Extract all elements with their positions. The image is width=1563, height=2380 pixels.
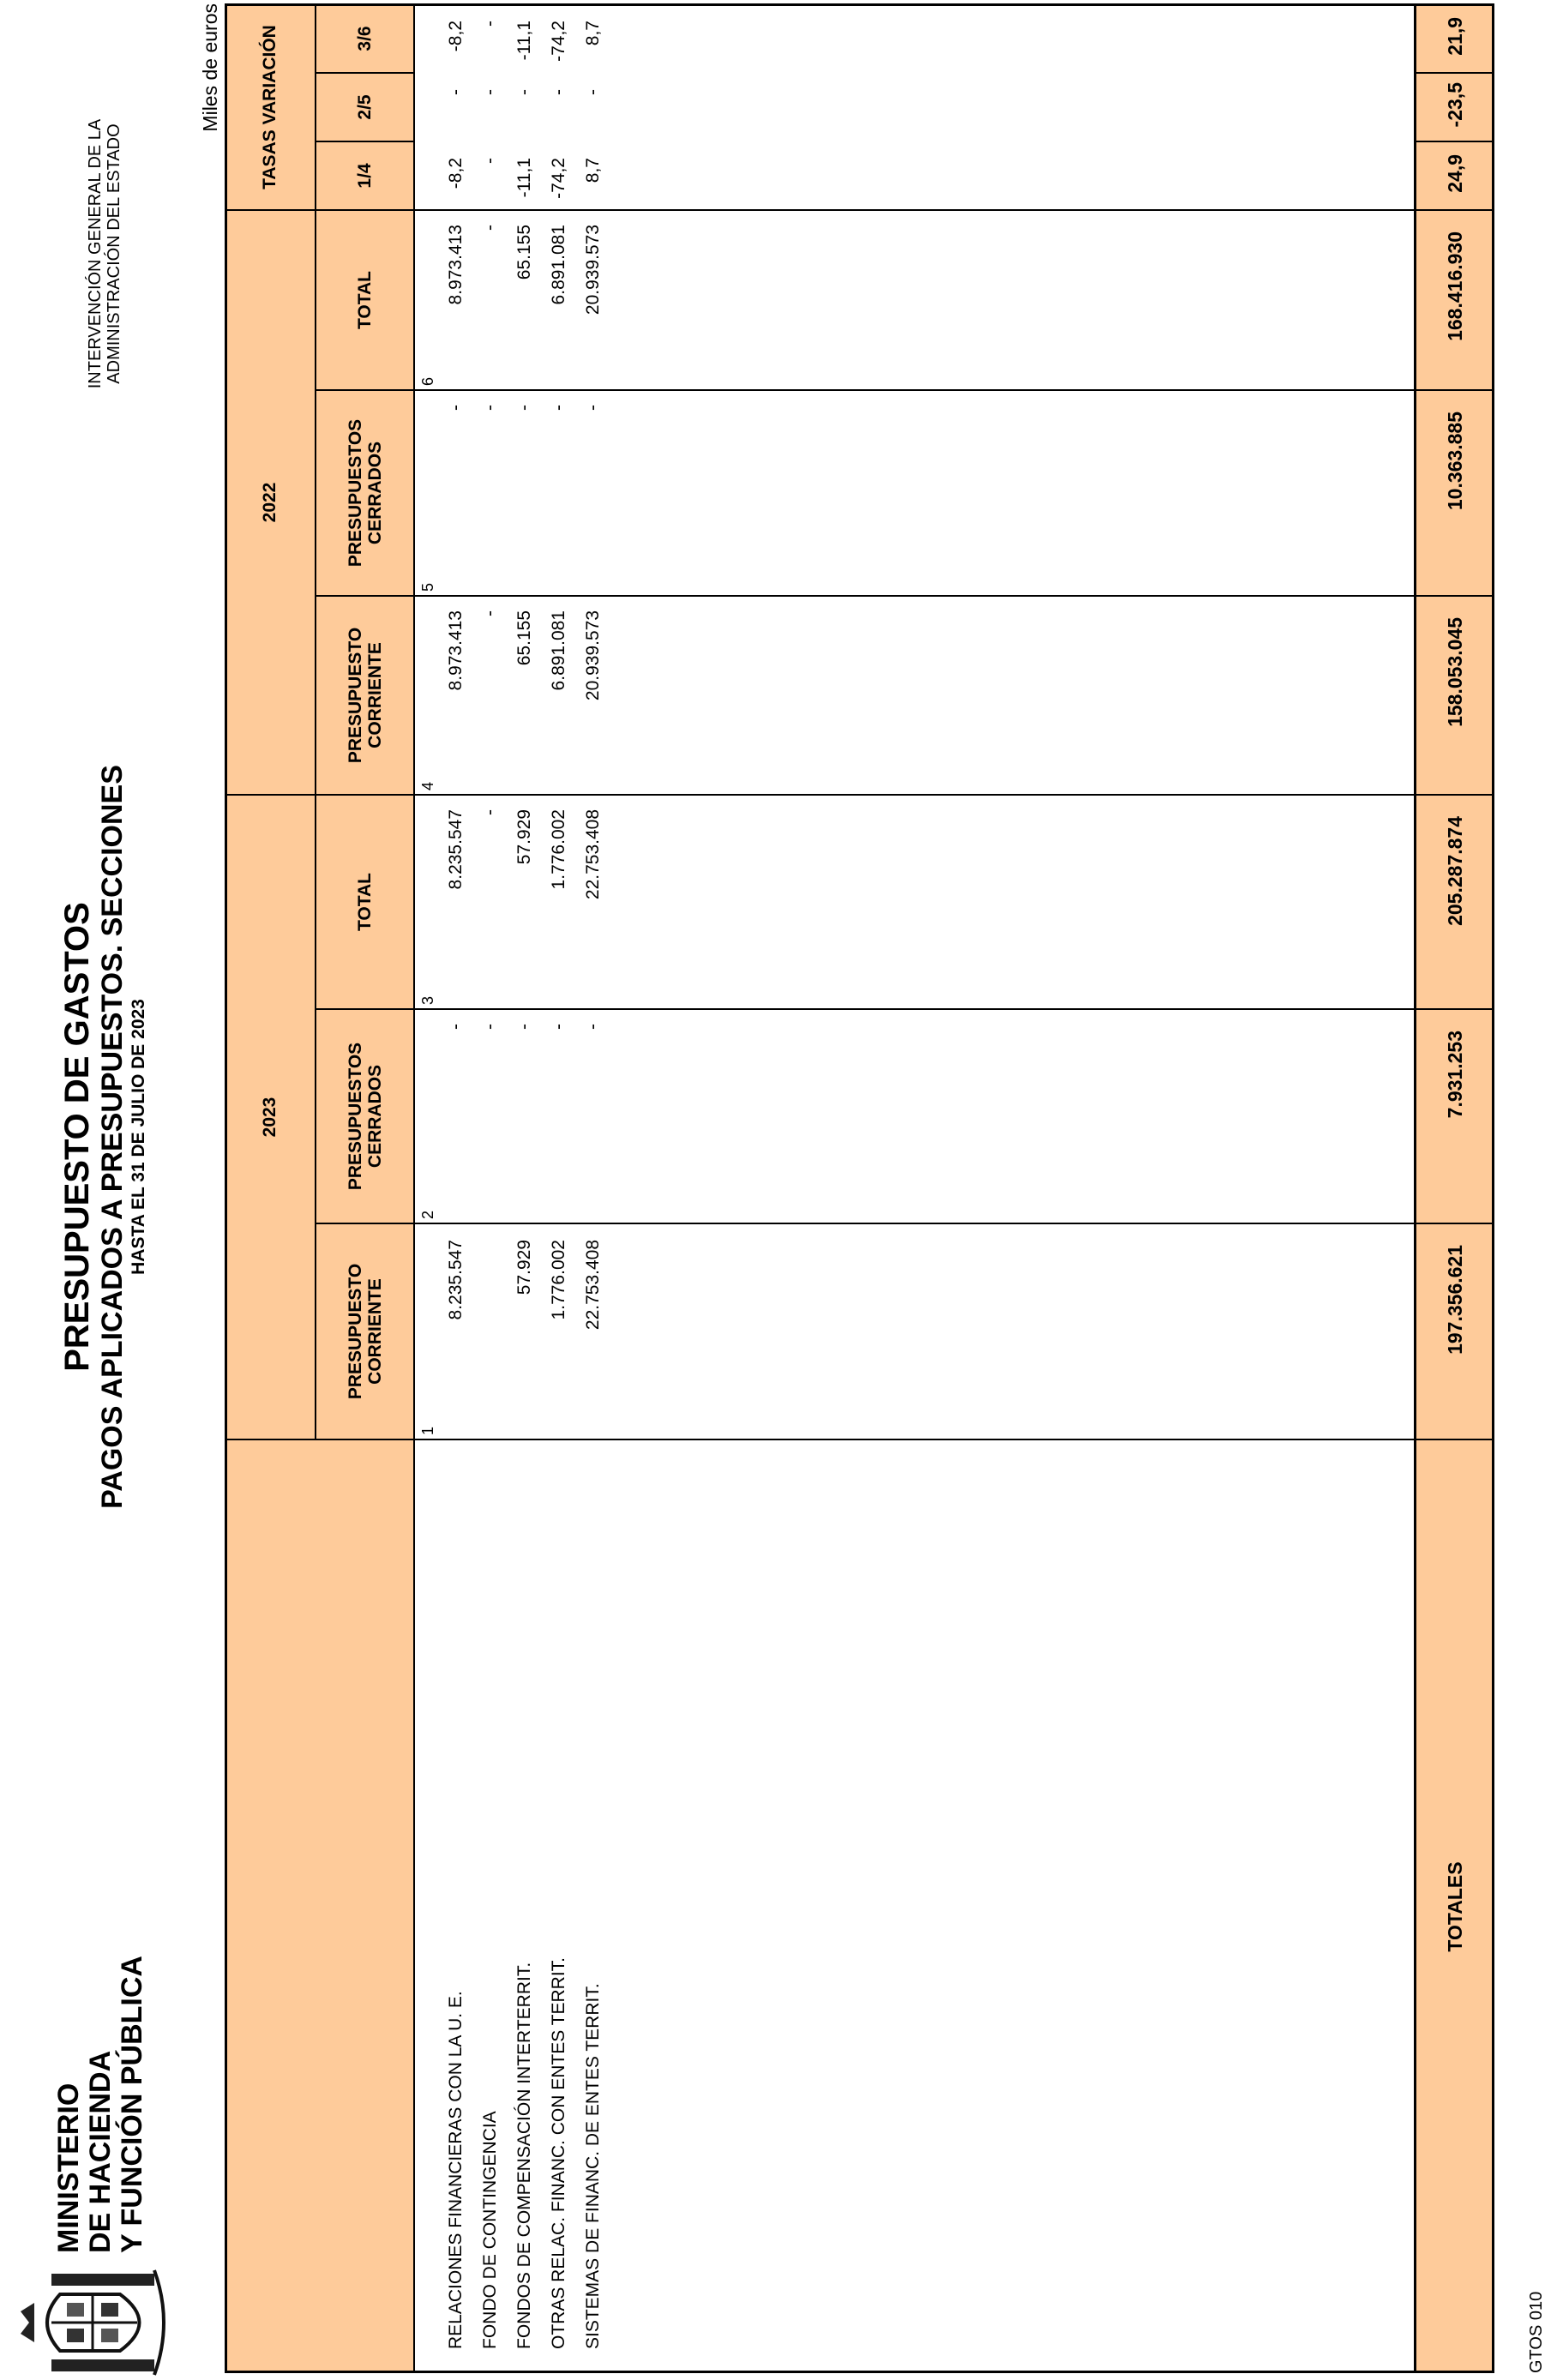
agency-line: ADMINISTRACIÓN DEL ESTADO — [105, 123, 123, 384]
total-value: 10.363.885 — [1414, 389, 1494, 595]
row-label: SISTEMAS DE FINANC. DE ENTES TERRIT. — [583, 1983, 603, 2349]
cell-value: - — [514, 89, 534, 95]
cell-value: - — [480, 809, 500, 815]
row-label: FONDOS DE COMPENSACIÓN INTERTERRIT. — [514, 1962, 534, 2349]
ministry-name — [53, 1956, 148, 2253]
column-number: 2 — [419, 1210, 436, 1219]
cell-value: - — [480, 610, 500, 616]
table-row — [508, 3, 542, 2373]
cell-value: - — [549, 405, 568, 411]
column-number: 4 — [419, 781, 436, 790]
column-number: 6 — [419, 376, 436, 386]
group-rates: TASAS VARIACIÓN — [225, 3, 316, 209]
cell-value: 8.973.413 — [446, 225, 466, 305]
total-value: 7.931.253 — [1414, 1008, 1494, 1223]
report-titles — [58, 665, 149, 1608]
coat-of-arms-logo — [17, 2269, 173, 2377]
cell-value: -11,1 — [514, 21, 534, 61]
total-value: 158.053.045 — [1414, 595, 1494, 794]
ministry-line: DE HACIENDA — [84, 2050, 117, 2253]
cell-value: - — [446, 405, 466, 411]
group-2023: 2023 — [225, 794, 316, 1439]
cell-value: -74,2 — [549, 158, 568, 199]
cell-value: 1.776.002 — [549, 809, 568, 890]
cell-value: 57.929 — [514, 809, 534, 865]
cell-value: - — [446, 89, 466, 95]
group-2022: 2022 — [225, 209, 316, 794]
cell-value: -11,1 — [514, 158, 534, 198]
cell-value: 65.155 — [514, 610, 534, 666]
data-table — [225, 3, 1494, 2373]
table-row — [576, 3, 610, 2373]
row-label: OTRAS RELAC. FINANC. CON ENTES TERRIT. — [549, 1956, 568, 2349]
cell-value: -74,2 — [549, 21, 568, 62]
row-label: RELACIONES FINANCIERAS CON LA U. E. — [446, 1991, 466, 2349]
cell-value: - — [514, 1024, 534, 1030]
ministry-line: Y FUNCIÓN PÚBLICA — [116, 1956, 148, 2253]
total-value: -23,5 — [1414, 72, 1494, 141]
cell-value: 22.753.408 — [583, 809, 603, 900]
cell-value: - — [480, 89, 500, 95]
cell-value: - — [514, 405, 534, 411]
cell-value: 57.929 — [514, 1240, 534, 1295]
cell-value: - — [446, 1024, 466, 1030]
agency-name — [86, 14, 123, 494]
totals-label: TOTALES — [1414, 1439, 1494, 2373]
cell-value: 20.939.573 — [583, 225, 603, 316]
form-code: GTOS 010 — [1527, 2291, 1546, 2373]
cell-value: - — [480, 225, 500, 231]
label-header-cell — [225, 1439, 415, 2373]
cell-value: - — [480, 158, 500, 164]
table-row — [542, 3, 576, 2373]
cell-value: - — [480, 21, 500, 27]
cell-value: - — [480, 1024, 500, 1030]
col-presupuestos-cerrados-2023: PRESUPUESTOS CERRADOS — [316, 1008, 415, 1223]
cell-value: 8.973.413 — [446, 610, 466, 691]
row-label: FONDO DE CONTINGENCIA — [480, 2111, 500, 2349]
cell-value: 8.235.547 — [446, 809, 466, 890]
col-presupuestos-cerrados-2022: PRESUPUESTOS CERRADOS — [316, 389, 415, 595]
col-presupuesto-corriente-2023: PRESUPUESTO CORRIENTE — [316, 1223, 415, 1439]
total-value: 197.356.621 — [1414, 1223, 1494, 1439]
column-number: 5 — [419, 582, 436, 592]
cell-value: 1.776.002 — [549, 1240, 568, 1320]
column-number: 3 — [419, 995, 436, 1005]
cell-value: - — [583, 89, 603, 95]
col-total-2022: TOTAL — [316, 209, 415, 389]
cell-value: - — [549, 1024, 568, 1030]
total-value: 24,9 — [1414, 141, 1494, 209]
cell-value: - — [583, 405, 603, 411]
agency-line: INTERVENCIÓN GENERAL DE LA — [86, 118, 105, 389]
report-date: HASTA EL 31 DE JULIO DE 2023 — [129, 999, 148, 1275]
column-number: 1 — [419, 1426, 436, 1435]
cell-value: 8.235.547 — [446, 1240, 466, 1320]
cell-value: 8,7 — [583, 158, 603, 183]
col-rate-2-5: 2/5 — [316, 72, 415, 141]
col-rate-3-6: 3/6 — [316, 3, 415, 72]
cell-value: 8,7 — [583, 21, 603, 46]
cell-value: 6.891.081 — [549, 225, 568, 305]
cell-value: - — [480, 405, 500, 411]
total-value: 205.287.874 — [1414, 794, 1494, 1008]
cell-value: -8,2 — [446, 158, 466, 189]
table-row — [439, 3, 473, 2373]
cell-value: 6.891.081 — [549, 610, 568, 691]
total-value: 168.416.930 — [1414, 209, 1494, 389]
total-value: 21,9 — [1414, 3, 1494, 72]
units-note: Miles de euros — [199, 3, 221, 132]
table-row — [473, 3, 508, 2373]
col-total-2023: TOTAL — [316, 794, 415, 1008]
report-subtitle: PAGOS APLICADOS A PRESUPUESTOS. SECCIONES — [96, 765, 129, 1509]
cell-value: 65.155 — [514, 225, 534, 280]
col-rate-1-4: 1/4 — [316, 141, 415, 209]
cell-value: 22.753.408 — [583, 1240, 603, 1331]
report-title: PRESUPUESTO DE GASTOS — [58, 902, 96, 1372]
cell-value: -8,2 — [446, 21, 466, 52]
col-presupuesto-corriente-2022: PRESUPUESTO CORRIENTE — [316, 595, 415, 794]
ministry-line: MINISTERIO — [52, 2082, 85, 2253]
cell-value: - — [583, 1024, 603, 1030]
cell-value: - — [549, 89, 568, 95]
cell-value: 20.939.573 — [583, 610, 603, 701]
